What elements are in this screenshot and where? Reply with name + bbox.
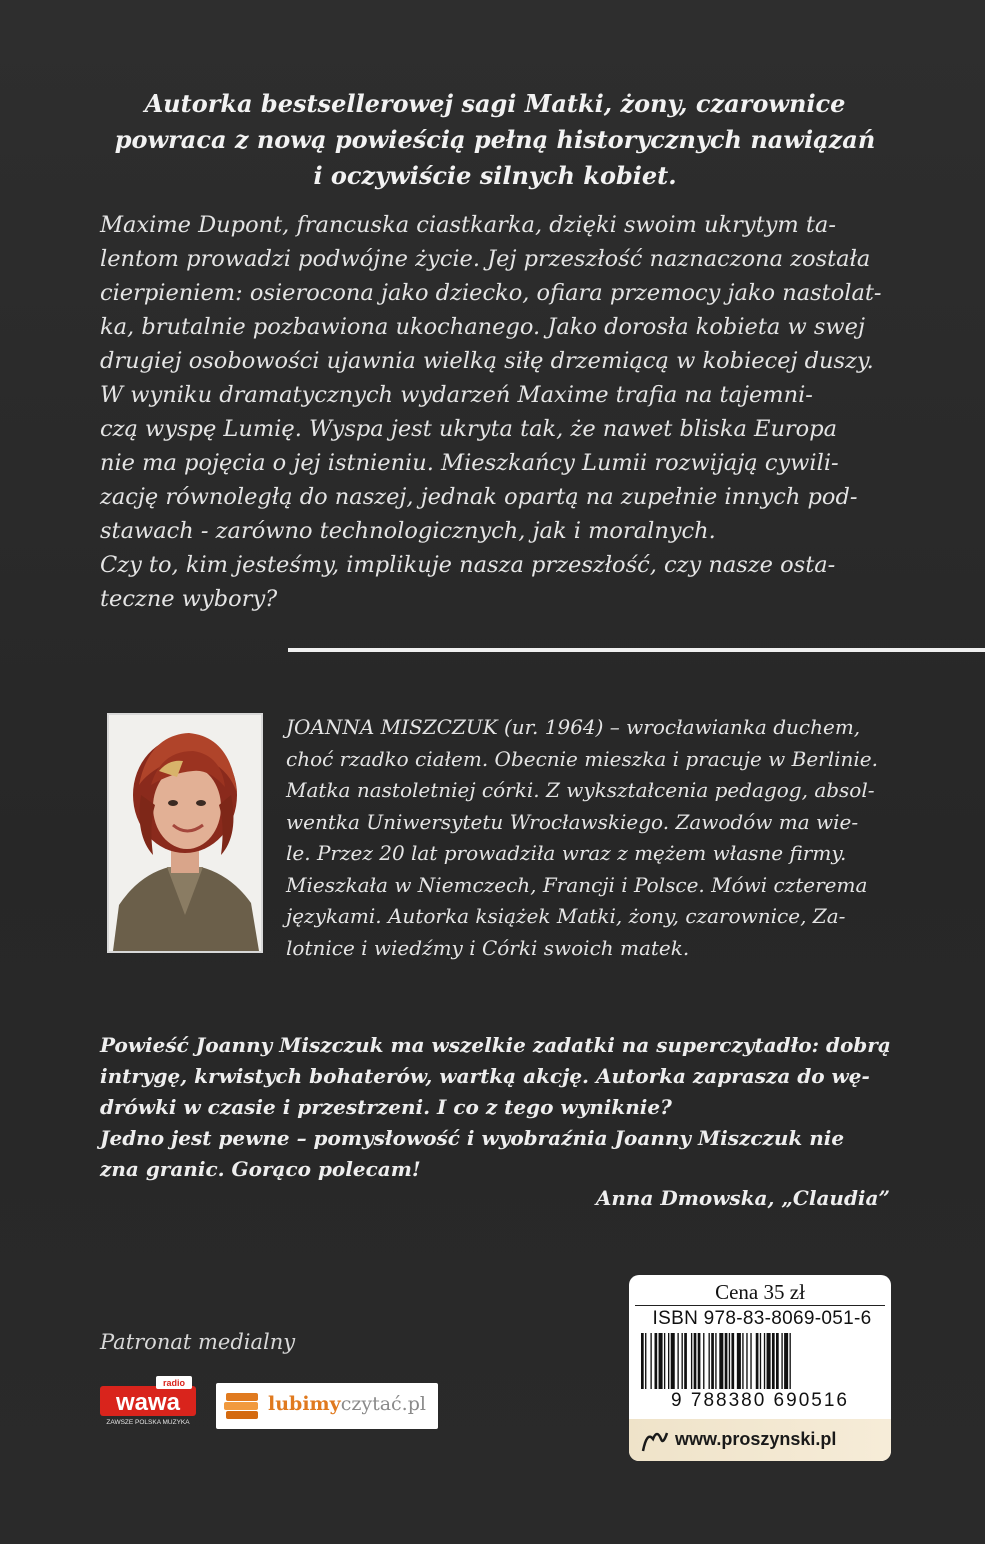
isbn-text: ISBN 978-83-8069-051-6: [652, 1308, 872, 1329]
quote-line: intrygę, krwistych bohaterów, wartką akcję. Autorka zaprasza do wę-: [100, 1064, 870, 1088]
quote-line: drówki w czasie i przestrzeni. I co z tego wyniknie?: [100, 1095, 672, 1119]
synopsis-line: cierpieniem: osierocona jako dziecko, ofiara przemocy jako nastolat-: [100, 280, 882, 306]
synopsis-line: Maxime Dupont, francuska ciastkarka, dzięki swoim ukrytym ta-: [100, 212, 836, 238]
publisher-logo-icon: [639, 1425, 669, 1455]
price-barcode-label: [629, 1275, 891, 1461]
price-separator: [635, 1305, 885, 1306]
quote-line: Jedno jest pewne – pomysłowość i wyobraźnia Joanny Miszczuk nie: [100, 1126, 845, 1150]
lubimy-czytac-text: lubimyczytać.pl: [268, 1393, 426, 1415]
review-quote: [100, 1030, 900, 1185]
publisher-website: www.proszynski.pl: [675, 1429, 837, 1449]
synopsis-line: czą wyspę Lumię. Wyspa jest ukryta tak, że nawet bliska Europa: [100, 416, 838, 442]
synopsis-line: stawach - zarówno technologicznych, jak i moralnych.: [100, 518, 716, 544]
author-photo: [107, 713, 263, 953]
publisher-banner: [629, 1419, 891, 1461]
quote-line: zna granic. Gorąco polecam!: [100, 1157, 421, 1181]
teaser-line: powraca z nową powieścią pełną historycznych nawiązań: [114, 125, 876, 154]
bio-line: Matka nastoletniej córki. Z wykształcenia pedagog, absol-: [286, 778, 875, 802]
bio-line: Mieszkała w Niemczech, Francji i Polsce. Mówi czterema: [286, 872, 868, 897]
synopsis-line: lentom prowadzi podwójne życie. Jej przeszłość naznaczona została: [100, 246, 871, 272]
author-portrait-icon: [109, 715, 261, 951]
radio-wawa-logo: [100, 1376, 200, 1426]
wawa-main-text: wawa: [115, 1389, 181, 1416]
synopsis-line: ka, brutalnie pozbawiona ukochanego. Jako dorosła kobieta w swej: [100, 314, 865, 340]
ean-number: 9 788380 690516: [671, 1390, 849, 1411]
synopsis-line: teczne wybory?: [100, 586, 278, 612]
section-divider: [288, 648, 985, 652]
author-bio: [286, 712, 926, 964]
synopsis-line: W wyniku dramatycznych wydarzeń Maxime trafia na tajemni-: [100, 382, 813, 408]
teaser-line: Autorka bestsellerowej sagi Matki, żony, czarownice: [144, 89, 846, 118]
bio-line: JOANNA MISZCZUK (ur. 1964) – wrocławianka duchem,: [286, 715, 861, 739]
bio-line: językami. Autorka książek Matki, żony, czarownice, Za-: [286, 904, 846, 928]
synopsis-line: drugiej osobowości ujawnia wielką siłę drzemiącą w kobiecej duszy.: [100, 348, 874, 374]
quote-attribution: Anna Dmowska, „Claudia”: [595, 1186, 890, 1210]
bio-line: le. Przez 20 lat prowadziła wraz z mężem własne firmy.: [286, 841, 847, 865]
books-icon: [220, 1383, 264, 1429]
synopsis-line: Czy to, kim jesteśmy, implikuje nasza przeszłość, czy nasze osta-: [100, 552, 836, 578]
lubimy-czytac-logo: [216, 1383, 438, 1429]
synopsis-line: nie ma pojęcia o jej istnieniu. Mieszkańcy Lumii rozwijają cywili-: [100, 450, 839, 476]
synopsis-line: zację równoległą do naszej, jednak opartą na zupełnie innych pod-: [100, 484, 858, 510]
teaser-line: i oczywiście silnych kobiet.: [313, 161, 677, 190]
barcode-icon: [639, 1333, 881, 1391]
bio-line: lotnice i wiedźmy i Córki swoich matek.: [286, 935, 690, 960]
synopsis-text: [100, 208, 895, 616]
wawa-tagline: ZAWSZE POLSKA MUZYKA: [106, 1419, 190, 1426]
bio-line: choć rzadko ciałem. Obecnie mieszka i pracuje w Berlinie.: [286, 746, 879, 771]
wawa-radio-text: radio: [162, 1378, 186, 1388]
teaser-text: [100, 86, 890, 194]
media-patronage-label: Patronat medialny: [100, 1330, 296, 1354]
bio-line: wentka Uniwersytetu Wrocławskiego. Zawodów ma wie-: [286, 809, 859, 834]
price-text: Cena 35 zł: [715, 1280, 805, 1304]
quote-line: Powieść Joanny Miszczuk ma wszelkie zadatki na superczytadło: dobrą: [100, 1033, 891, 1057]
